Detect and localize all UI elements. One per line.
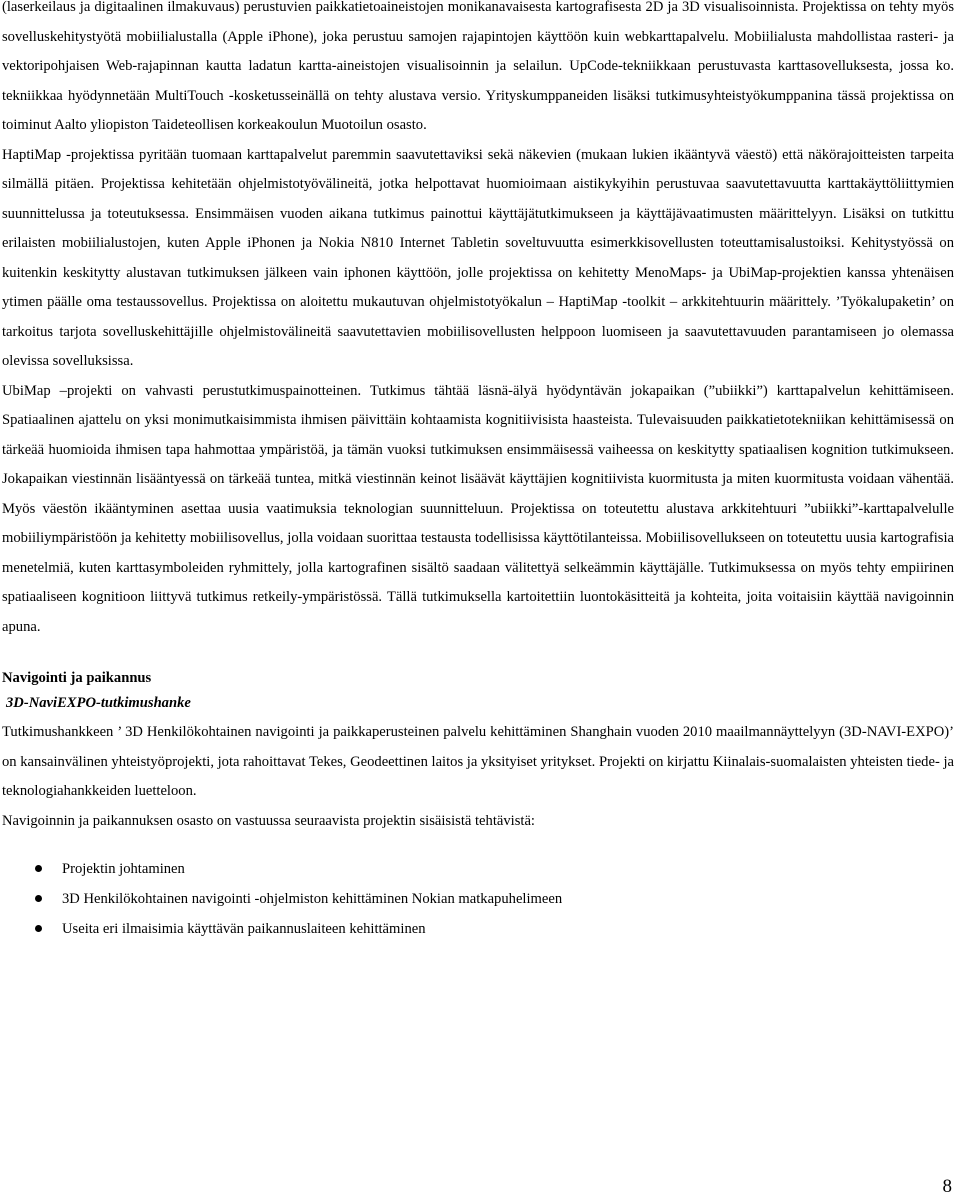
list-item [0, 914, 960, 944]
list-item-text: Useita eri ilmaisimia käyttävän paikannuslaiteen kehittäminen [62, 921, 426, 937]
list-item-text: 3D Henkilökohtainen navigointi -ohjelmiston kehittäminen Nokian matkapuhelimeen [62, 891, 563, 907]
list-item [0, 884, 960, 914]
bullet-icon [35, 925, 42, 932]
list-item-text: Projektin johtaminen [62, 861, 185, 877]
task-bullet-list [0, 854, 960, 944]
body-paragraph-haptimap: HaptiMap -projektissa pyritään tuomaan karttapalvelut paremmin saavutettaviksi sekä näkevien (mukaan lukien ikääntyvä väestö) että näkörajoitteisten tarpeita silmällä pitäen. Projektissa kehitetään ohjelmistotyövälineitä, jotka helpottavat huomioimaan aistikykyihin perustuvaa saavutettavuutta karttakäyttöliittymien suunnittelussa ja toteutuksessa. Ensimmäisen vuoden aikana tutkimus painottui käyttäjätutkimukseen ja käyttäjävaatimusten määrittelyyn. Lisäksi on tutkittu erilaisten mobiilialustojen, kuten Apple iPhonen ja Nokia N810 Internet Tabletin soveltuvuutta esimerkkisovellusten toteuttamisalustoiksi. Kehitystyössä on kuitenkin keskitytty alustavan tutkimuksen jälkeen vain iphonen käyttöön, jolle projektissa on kehitetty MenoMaps- ja UbiMap-projektien kanssa yhtenäisen ytimen päälle oma testaussovellus. Projektissa on aloitettu mukautuvan ohjelmistotyökalun – HaptiMap -toolkit – arkkitehtuurin määrittely. ’Työkalupaketin’ on tarkoitus tarjota sovelluskehittäjille ohjelmistovälineitä saavutettavien mobiilisovellusten helppoon luomiseen ja saavutettavuuden parantamiseen jo olemassa olevissa sovelluksissa. [2, 146, 954, 369]
body-paragraph-1: (laserkeilaus ja digitaalinen ilmakuvaus) perustuvien paikkatietoaineistojen monikanavaisesta kartografisesta 2D ja 3D visualisoinnista. Projektissa on tehty myös sovelluskehitystyötä mobiilialustalla (Apple iPhone), joka perustuu samojen rajapintojen käyttöön kuin webkarttapalvelu. Mobiilialusta mahdollistaa rasteri- ja vektoripohjaisen Web-rajapinnan kautta ladatun kartta-aineistojen visualisoinnin ja selailun. UpCode-tekniikkaan perustuvasta karttasovelluksesta, jossa ko. tekniikkaa hyödynnetään MultiTouch -kosketusseinällä on tehty alustava versio. Yrityskumppaneiden lisäksi tutkimusyhteistyökumppanina tässä projektissa on toiminut Aalto yliopiston Taideteollisen korkeakoulun Muotoilun osasto. [2, 0, 954, 133]
list-item [0, 854, 960, 884]
section-paragraph-project: Tutkimushankkeen ’ 3D Henkilökohtainen navigointi ja paikkaperusteinen palvelu kehittäminen Shanghain vuoden 2010 maailmannäyttelyyn (3D-NAVI-EXPO)’ on kansainvälinen yhteistyöprojekti, jota rahoittavat Tekes, Geodeettinen laitos ja yksityiset yritykset. Projekti on kirjattu Kiinalais-suomalaisten yhteisten tiede- ja teknologiahankkeiden luetteloon. [2, 724, 954, 799]
body-paragraph-ubimap: UbiMap –projekti on vahvasti perustutkimuspainotteinen. Tutkimus tähtää läsnä-älyä hyödyntävän jokapaikan (”ubiikki”) karttapalvelun kehittämiseen. Spatiaalinen ajattelu on yksi monimutkaisimmista ihmisen päivittäin kohtaamista kognitiivisista haasteista. Tulevaisuuden paikkatietotekniikan kehittämisessä on tärkeää huomioida ihmisen tapa hahmottaa ympäristöä, ja tämän vuoksi tutkimuksen ensimmäisessä vaiheessa on keskitytty spatiaalisen kognition tutkimukseen. Jokapaikan viestinnän lisääntyessä on tärkeää tuntea, mitkä viestinnän keinot lisäävät käyttäjien kognitiivista kuormitusta ja miten kuormitusta voidaan vähentää. Myös väestön ikääntyminen asettaa uusia vaatimuksia teknologian suunnitteluun. Projektissa on toteutettu alustava arkkitehtuuri ”ubiikki”-karttapalvelulle mobiiliympäristöön ja kehitetty mobiilisovellus, jolla voidaan suorittaa testausta todellisissa käyttötilanteissa. Mobiilisovellukseen on toteutettu uusia kartografisia menetelmiä, kuten karttasymboleiden ryhmittely, jolla kartografinen sisältö saadaan välitettyä selkeämmin käyttäjälle. Tutkimuksessa on myös tehty empiirinen spatiaaliseen kognitioon liittyvä tutkimus retkeily-ympäristössä. Tällä tutkimuksella kartoitettiin luontokäsitteitä ja kohteita, joita voitaisiin käyttää navigoinnin apuna. [2, 382, 954, 635]
section-paragraph-tasks-intro: Navigoinnin ja paikannuksen osasto on vastuussa seuraavista projektin sisäisistä tehtävistä: [2, 812, 535, 829]
page-number: 8 [942, 1176, 952, 1197]
section-subheading: 3D-NaviEXPO-tutkimushanke [6, 695, 191, 711]
bullet-icon [35, 895, 42, 902]
section-heading: Navigointi ja paikannus [2, 670, 152, 686]
bullet-icon [35, 865, 42, 872]
